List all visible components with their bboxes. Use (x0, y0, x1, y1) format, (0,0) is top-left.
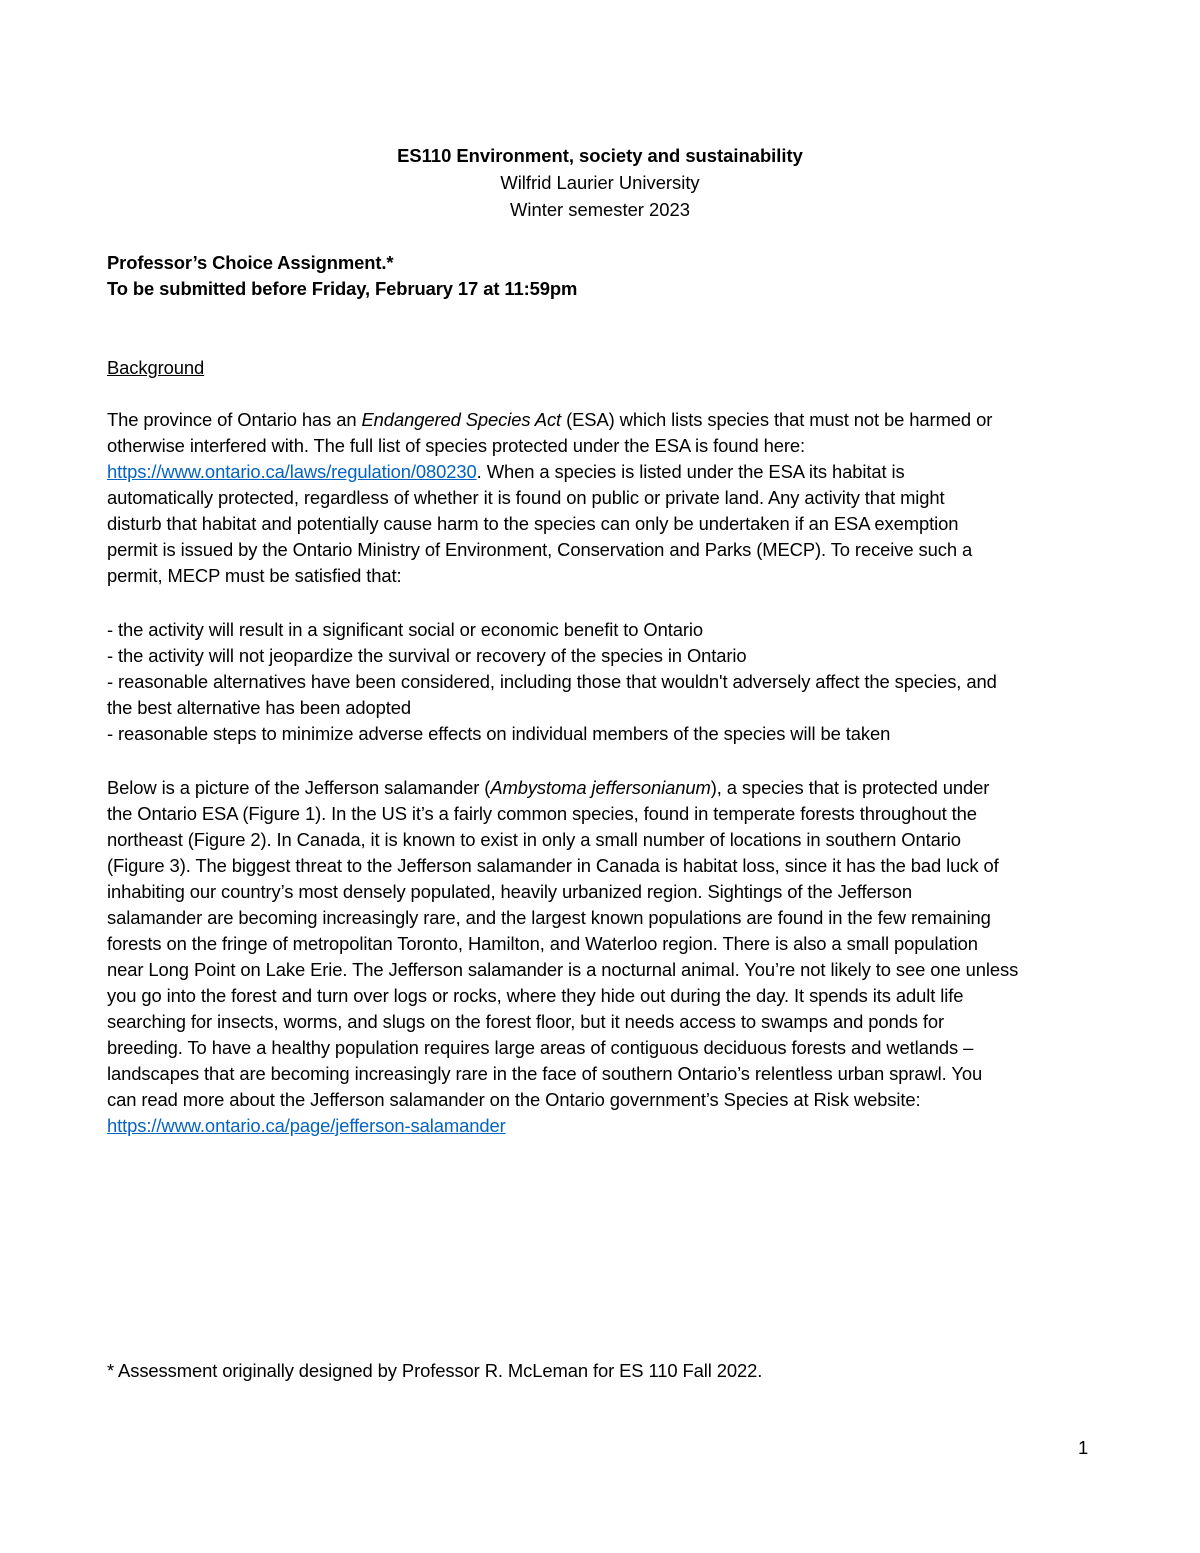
condition-item: - reasonable alternatives have been considered, including those that wouldn't adversely affect the species, and (107, 671, 997, 692)
paragraph-1-line-2: otherwise interfered with. The full list of species protected under the ESA is found here: (107, 435, 806, 456)
paragraph-2-line: the Ontario ESA (Figure 1). In the US it’s a fairly common species, found in temperate forests throughout the (107, 803, 977, 824)
paragraph-2-line: breeding. To have a healthy population requires large areas of contiguous deciduous forests and wetlands – (107, 1037, 974, 1058)
paragraph-2-line: (Figure 3). The biggest threat to the Jefferson salamander in Canada is habitat loss, since it has the bad luck of (107, 855, 999, 876)
semester-label: Winter semester 2023 (510, 199, 690, 220)
condition-item: - the activity will not jeopardize the survival or recovery of the species in Ontario (107, 645, 747, 666)
paragraph-2-line-1 (107, 775, 989, 801)
paragraph-2-line: can read more about the Jefferson salamander on the Ontario government’s Species at Risk website: (107, 1089, 921, 1110)
esa-regulation-link[interactable]: https://www.ontario.ca/laws/regulation/080230 (107, 461, 477, 482)
paragraph-1-line-1 (107, 407, 992, 433)
background-heading: Background (107, 357, 205, 378)
paragraph-1-line-5: disturb that habitat and potentially cause harm to the species can only be undertaken if an ESA exemption (107, 513, 959, 534)
p1-text-a: The province of Ontario has an (107, 409, 362, 430)
act-name-italic: Endangered Species Act (361, 409, 562, 430)
species-latin-name-italic: Ambystoma jeffersonianum (490, 777, 711, 798)
paragraph-2-line: searching for insects, worms, and slugs on the forest floor, but it needs access to swamps and ponds for (107, 1011, 945, 1032)
condition-item: - reasonable steps to minimize adverse effects on individual members of the species will be taken (107, 723, 891, 744)
paragraph-2-line: northeast (Figure 2). In Canada, it is known to exist in only a small number of locations in southern Ontario (107, 829, 961, 850)
paragraph-1-line-7: permit, MECP must be satisfied that: (107, 565, 402, 586)
condition-item-continued: the best alternative has been adopted (107, 697, 412, 718)
condition-item: - the activity will result in a significant social or economic benefit to Ontario (107, 619, 703, 640)
p1-text-b: (ESA) which lists species that must not be harmed or (561, 409, 993, 430)
p1-line3-text: . When a species is listed under the ESA its habitat is (476, 461, 905, 482)
paragraph-2-line: forests on the fringe of metropolitan Toronto, Hamilton, and Waterloo region. There is also a small population (107, 933, 978, 954)
assignment-deadline: To be submitted before Friday, February 17 at 11:59pm (107, 278, 578, 299)
paragraph-2-line: inhabiting our country’s most densely populated, heavily urbanized region. Sightings of the Jefferson (107, 881, 913, 902)
course-title: ES110 Environment, society and sustainability (397, 145, 803, 166)
p2-text-a: Below is a picture of the Jefferson salamander ( (107, 777, 491, 798)
university-name: Wilfrid Laurier University (500, 172, 700, 193)
paragraph-2-line: near Long Point on Lake Erie. The Jefferson salamander is a nocturnal animal. You’re not likely to see one unless (107, 959, 1019, 980)
paragraph-1-line-4: automatically protected, regardless of whether it is found on public or private land. Any activity that might (107, 487, 945, 508)
paragraph-1-line-6: permit is issued by the Ontario Ministry of Environment, Conservation and Parks (MECP). To receive such a (107, 539, 973, 560)
page-number: 1 (1078, 1437, 1089, 1458)
footnote: * Assessment originally designed by Professor R. McLeman for ES 110 Fall 2022. (107, 1360, 763, 1381)
p2-text-b: ), a species that is protected under (710, 777, 990, 798)
assignment-title: Professor’s Choice Assignment.* (107, 252, 394, 273)
paragraph-2-line: landscapes that are becoming increasingly rare in the face of southern Ontario’s relentless urban sprawl. You (107, 1063, 983, 1084)
paragraph-2-link-line (107, 1113, 506, 1139)
paragraph-2-line: you go into the forest and turn over logs or rocks, where they hide out during the day. It spends its adult life (107, 985, 964, 1006)
paragraph-1-line-3 (107, 459, 905, 485)
paragraph-2-line: salamander are becoming increasingly rare, and the largest known populations are found in the few remaining (107, 907, 991, 928)
jefferson-salamander-link[interactable]: https://www.ontario.ca/page/jefferson-salamander (107, 1115, 506, 1136)
